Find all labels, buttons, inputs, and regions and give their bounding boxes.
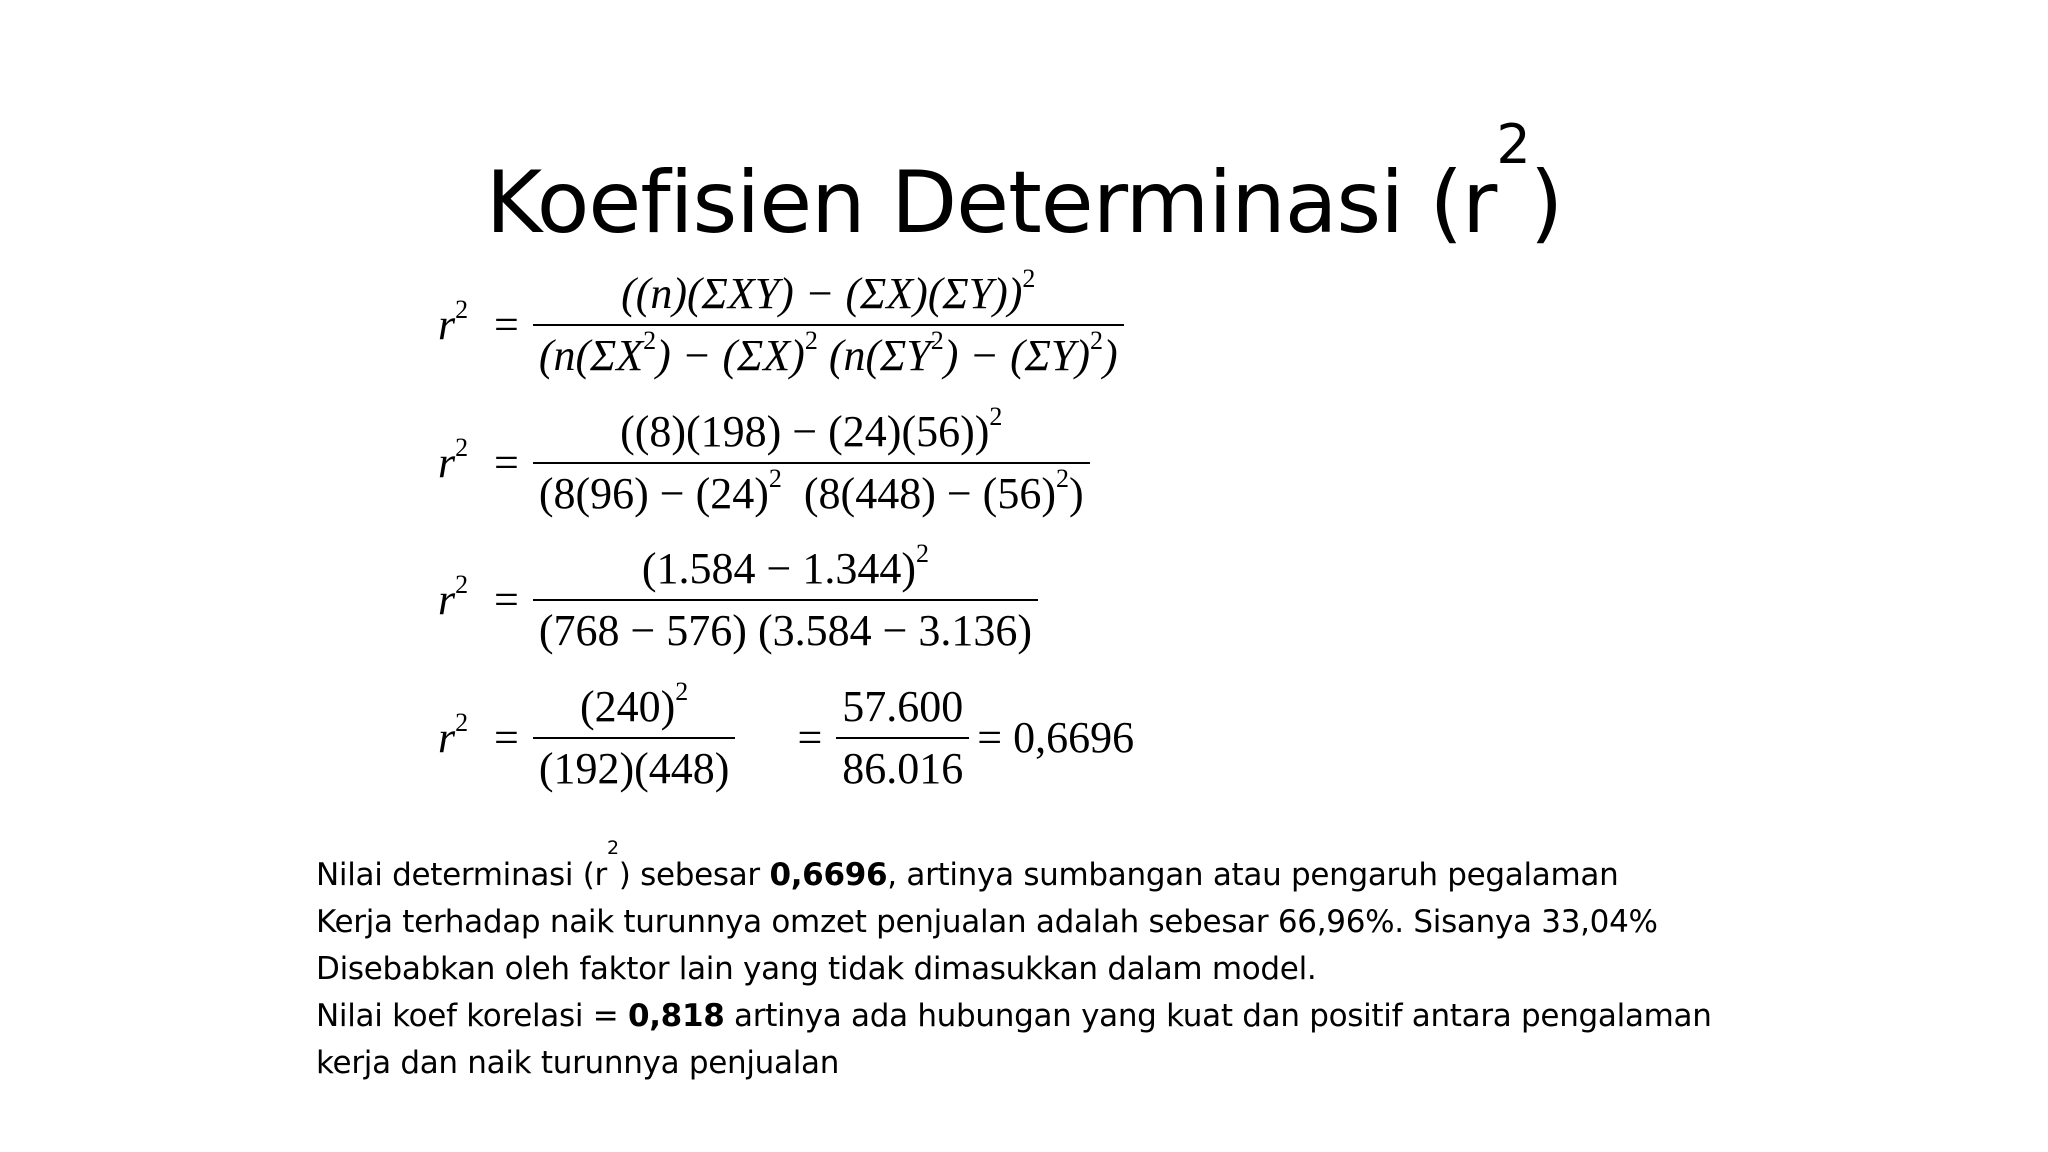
fraction [533,677,736,793]
formula-substituted: $r^2$ = $\frac{((8)(198) - (24)(56))^2}{(8(96) - (24)^2 (8(448) - (56)^2)}$ [438,410,1090,516]
explanation-line-3: Disebabkan oleh faktor lain yang tidak dimasukkan dalam model. [316,951,1317,987]
result-value: = 0,6696 [977,713,1135,762]
fraction [533,539,1038,655]
denominator: ($n(\Sigma X^2) - (\Sigma X)^2$ $(n(\Sigma Y^2) - (\Sigma Y)^2)$ [538,326,1118,380]
denominator: ($8(96) - (24)^2$ $(8(448) - (56)^2)$ [538,464,1084,518]
lhs-r-squared: $r^2$ [438,433,469,487]
formula-result: $r^2$ = $\frac{(240)^2}{(192)(448)}$ = $\frac{57.600}{86.016}$ = 0,6696 [438,677,1135,793]
lhs-r-squared: $r^2$ [438,708,469,762]
numerator: $((8)(198) - (24)(56))^2$ [533,410,1090,464]
numerator: $(1.584 - 1.344)^2$ [533,547,1038,601]
fraction [533,264,1124,380]
numerator-2: 57.600 [836,685,969,739]
fraction-2 [836,682,969,793]
numerator: $((n)(\Sigma XY) - (\Sigma X)(\Sigma Y))^2$ [533,272,1124,326]
explanation-line-4: Nilai koef korelasi = 0,818 artinya ada hubungan yang kuat dan positif antara pengalaman [316,998,1712,1034]
formula-computed: $r^2$ = $\frac{(1.584 - 1.344)^2}{(768 - 576) (3.584 - 3.136)}$ [438,547,1038,653]
denominator: (768 − 576) (3.584 − 3.136) [538,606,1033,655]
explanation-line-1: Nilai determinasi $(r^2)$ sebesar 0,6696, artinya sumbangan atau pengaruh pegalaman [316,837,1619,893]
numerator: $(240)^2$ [533,685,736,739]
explanation-line-5: kerja dan naik turunnya penjualan [316,1045,840,1081]
explanation-text [316,837,1816,1087]
slide-title: Koefisien Determinasi $(r^2)$ [485,112,1563,253]
denominator: (192)(448) [538,744,730,793]
lhs-r-squared: $r^2$ [438,295,469,349]
formula-general: $r^2$ = $\frac{((n)(\Sigma XY) - (\Sigma X)(\Sigma Y))^2}{(n(\Sigma X^2) - (\Sigma X)^2 (n(\Sigma Y^2) - (\Sigma Y)^2)}$ [438,272,1124,378]
denominator-2: 86.016 [842,744,964,793]
explanation-line-2: Kerja terhadap naik turunnya omzet penjualan adalah sebesar 66,96%. Sisanya 33,04% [316,904,1658,940]
fraction [533,402,1090,518]
lhs-r-squared: $r^2$ [438,570,469,624]
